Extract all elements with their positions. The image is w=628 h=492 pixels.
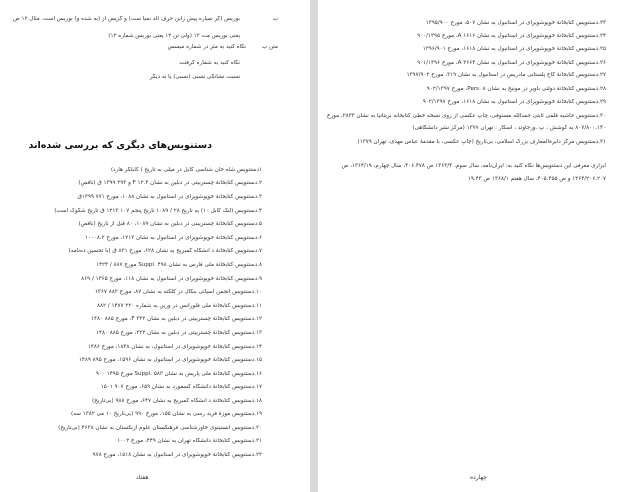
manuscript-list-item: ۲۵.دستنویس کتابخانهٔ خوپوشوپرای در استانبول به نشان ۱۶۱۸، مورخ ۱۳۹۶/۹۰۱	[422, 46, 606, 52]
manuscript-list-item: ۱۴.دستنویس کتابخانهٔ خوپوشوپرای در استانبول، به نشان ۱۸۴۸، مورخ ۱۴۸۶	[87, 344, 262, 350]
note-line: نسبت نشانگی نسبی (نسبی) یا به دیگر	[149, 74, 240, 80]
page-gutter	[310, 0, 318, 492]
manuscript-list-item: ۳۱.دستنویس مرکز دایرةالمعارف بزرگ اسلامی، بی‌تاریخ (چاپ عکسی، با مقدمهٔ عباس مهدی، تهران ۱۳۷۹)	[357, 139, 606, 145]
manuscript-list-item: ۱۰.دستنویس انجمن آسیائی بنگال در کلکته به نشان ۸۷، مورخ ۸۸۲ ۱۳۶۷	[94, 289, 262, 295]
margin-marker: ب	[272, 16, 278, 22]
manuscript-list-item: ۲۱.دستنویس کتابخانهٔ دانشگاه تهران به نشان ۴۴۹، مورخ ۱۰۰۲	[117, 438, 262, 444]
note-line: نگاه کنید به مثر در شماره میسس	[167, 44, 246, 50]
manuscript-list-item: ۱۶.دستنویس کتابخانهٔ ملی پاریس به نشان ۵۸۳ .Suppl مورخ ۱۴۹۵ ۹۰۰	[95, 371, 262, 377]
manuscript-list-item: ۲۷.دستنویس کتابخانهٔ کاخ پلستانی مادریس در استانبول به نشان ۳۱۹، مورخ ۱۳۹۷/۹۰۲	[406, 72, 606, 78]
manuscript-list-item: ۲۹.دستنویس کتابخانهٔ خوپوشوپرای در استانبول به نشان ۱۶۱۸، مورخ ۹۰۲/۱۳۹۷	[422, 99, 606, 105]
manuscript-list-item: ۳.دستنویس کتابخانهٔ خوپوشوپرای در استانبول به نشان ۱۰۸۸، مورخ ۷۷۱ ۱۳۹۹ق	[77, 194, 262, 200]
manuscript-list-item: ۲۸.دستنویس کتابخانهٔ دولتی باویر در مونیخ به نشان Pers. ۸، مورخ ۹۰۲/۱۳۹۷	[426, 86, 606, 92]
manuscript-list-item: ۴.دستنویس (لنک کابل ۱۰) به تاریخ ۲۸ / ۱۰۸۹ تاریخ پنجم ۱۰۷ ۱۲۱۳ ق تاریخ شکوک است)	[54, 208, 262, 214]
manuscript-list-item: ۱۳۶۴/۲۰۶.۲۰۷ و ص ۴۰۵.۴۵۵، سال هفتم ۱۳۶۸/۱ ص ۱۹.۴۳	[467, 176, 606, 182]
manuscript-list-item: ۲۶.دستنویس کتابخانهٔ خوپوشوپرای در استانبول به نشان A ۳۶۶۴، مورخ ۹۰۱/۱۳۹۶	[417, 60, 606, 66]
manuscript-list-item: ۷.دستنویس کتابخانهٔ د انشگاه کمبریج به نشان ۶۲۸، مورخ ۸۲۱ ق (با تحسین ده‌نامه)	[68, 248, 262, 254]
manuscript-list-item: ۱۸.دستنویس کتابخانهٔ د انشگاه کمبریج به نشان ۶۴۷، مورخ ۹۸۸ (بی‌تاریخ)	[91, 398, 262, 404]
manuscript-list-item: ۸.دستنویس کتابخانهٔ ملی فارس به نشان ۴۹۸ .Suppl مورخ ۸۸۷ / ۱۴۲۴	[95, 262, 262, 268]
manuscript-list-item: ۱۹.دستنویس موزهٔ فرید رسی به نشان ۱۵۵، مورخ ۹۹۰ (بی‌تاریخ ۱۰ می ۱۳۸۲ سه)	[71, 411, 262, 417]
manuscript-list-item: ۳۰.دستنویس حاشیه قلمی ثابتی حمدالله مستوفی، چاپ عکسی از روی نسخه خطی کتابخانه بریتانیا به نشان ۲۸۳۳، مورخ	[326, 113, 606, 119]
right-page	[318, 0, 628, 492]
manuscript-list-item: ۱۳.دستنویس کتابخانهٔ چستربیتی در دبلین به نشان ۲۳۲، مورخ ۸۸۵ ۱۴۸۰	[95, 330, 262, 336]
manuscript-list-item: ۲۳.دستنویس کتابخانهٔ خوپوشوپرای در استانبول به نشان ۵۰۷، مورخ ۱۳۹۵/۹۰۰	[425, 20, 606, 26]
margin-marker: متن ب	[262, 44, 278, 50]
manuscript-list-item: ۲۴.دستنویس کتابخانهٔ خوپوشوپرای در استانبول به نشان A ۱۶۱۶، مورخ ۹۰۰/۱۳۹۵	[417, 33, 606, 39]
note-line: یعنی بوریس مت ۱۲ (ولی تن ۱۲ یعنی بوریس شماره ۱۲)	[108, 33, 240, 39]
note-line: نگاه کنید به شماره گرفتت	[179, 60, 240, 66]
manuscript-list-item: ۲.دستنویس کتابخانهٔ چستربیتی در دبلین به نشان F ۱۲.۴ و ۲۹۳ ۱۳۹۹ ق (ناقص)	[78, 180, 262, 186]
manuscript-list-item: ۵.دستنویس کتابخانهٔ چستربیتی در دبلین به نشان ۱۰۸۹، ۸۰ قبل از تاریخ (ناقص)	[78, 221, 262, 227]
manuscript-list-item: ۱۵.دستنویس کتابخانهٔ خوپوشوپرای در استانبول به نشان ۱۵۹۶، مورخ ۸۹۵ ۱۴۸۹	[78, 357, 262, 363]
manuscript-list-item: ۱۷.دستنویس کتابخانهٔ دانشگاه کسفورد به نشان ۶۵۹، مورخ ۹۰۷ ۱۵۰۱	[100, 384, 262, 390]
manuscript-list-item: ۱دستنویس شاه خان شناسی کابل در میلی به تاریخ ( کابلگر هارد)	[110, 167, 262, 173]
manuscript-list-item: ۸۰۷/۸۰۰،۱۴۰ به کوشش ، پ .ورجاوند ، اسکار : تهران ۱۳۷۷ (مرکز نشر دانشگاهی)	[412, 125, 606, 131]
page-number: چهارده	[470, 474, 488, 481]
manuscript-list-item: ۲۰.دستنویس انستیتوی خاورشناسی فرهنگستان علوم ازبکستان به نشان ۴۶۲۸ (بی‌تاریخ)	[58, 425, 262, 431]
note-line: بوریس (گر نمیاره پیش زابن حرف آلد نمیا ست) و گزیس از (به شده و) بوریس است. مثال ۱۲ ص	[12, 16, 240, 22]
section-title: دستنویس‌های دیگری که بررسی شده‌اند	[28, 140, 212, 151]
left-page	[0, 0, 310, 492]
manuscript-list-item: ۶.دستنویس کتابخانهٔ خوپوشوپرای در استانبول به نشان ۱۲۱۲، مورخ ۱۰۰۰۸.۲	[84, 235, 262, 241]
page-number: هفتاد	[136, 474, 149, 481]
manuscript-list-item: ۲۲.دستنویس کتابخانهٔ خوپوشوپرای در استانبول به نشان ۱۵۱۸، مورخ ۹۷۸	[92, 452, 262, 458]
manuscript-list-item: ابزاری معرفی این دستنویس‌ها نگاه کنید به: ایران‌نامه، سال سوم، ۱۳۶۳/۴ ص ۴۰۶.۴۷۸، سال چهارم، ۱۳۶۴/۱۹، ص	[341, 163, 606, 169]
manuscript-list-item: ۱۲.دستنویس کتابخانهٔ چستربیتی در دبلین به نشان F ۳۳۲، مورخ ۸۸۵ ۱۴۸۰	[90, 316, 262, 322]
manuscript-list-item: ۱۱.دستنویس کتابخانهٔ ملی فلورانس در ورین به شماره ۲۲۰ ۱۴۷۷ / ۸۸۲	[96, 303, 262, 309]
manuscript-list-item: ۹.دستنویس کتابخانهٔ خوپوشوپرای در استانبول به نشان ۱۱۸، مورخ ۱۳۶۵ / ۸۶۹	[81, 276, 262, 282]
